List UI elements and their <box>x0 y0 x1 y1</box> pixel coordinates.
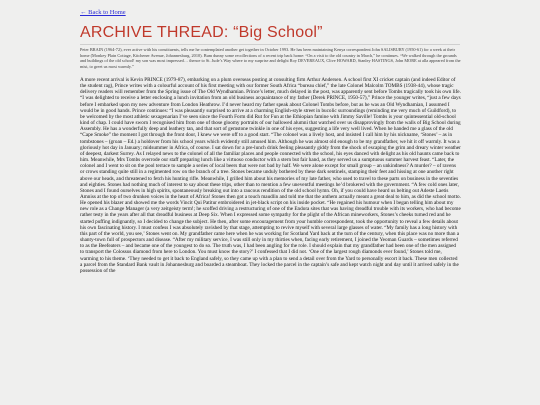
back-to-home-link[interactable]: ← Back to Home <box>80 9 126 16</box>
page-title: ARCHIVE THREAD: “Big School” <box>80 24 323 41</box>
title-divider <box>80 44 460 45</box>
article-body: A more recent arrival is Kevin PRINCE (1979-87), embarking on a plum overseas posting at consulting firm Arthur Andersen. A school first XI cricket captain (and indeed Editor of the student rag), Prince writes with a colourful account of his first meeting with our former South Africa “bureau chief,” the late Colonel Malcolm TOMBS (1938-44), whose tragic delivery readers will remember from the Spring issue of The Old Wyndhamian. Prince’s letter, much delayed in the post, was apparently sent before Tombs tragically took his own life. “I was delighted to receive a letter enclosing a lunch invitation from an old business acquaintance of my father (Derek PRINCE, 1950-57),” Prince the younger writes, “just a few days before I embarked upon my new adventure from London Heathrow. I’d never heard my father speak about Colonel Tombs before, but as he was an Old Wyndhamian, I assumed I would be in good hands. Prince continues: “I was pleasantly surprised to arrive at a charming English-style street in bucolic surroundings (reminding me very much of Guildford), to be welcomed by the most athletic sexagenarian I’ve seen since the Fourth Form did Rut for Fun at the Ethiopian famine with Jimmy Saville! Tombs is your quintessential old-school kind of chap. I could have sworn I recognised him from one of those gloomy portraits of our hallowed alumni that watched over us disapprovingly from the walls of Big School during Assembly. He has a wonderfully deep and leathery tan, and that sort of gemstone twinkle in one of his eyes, suggesting a life very well lived. When he handed me a glass of the old “Cape Smoke” the moment I got through the front door, I knew we were off to a good start. “The colonel was a lively host, and insisted I call him by his nickname, ‘Stones’ – as in tombstones – (groan – Ed.) a holdover from his school years which evidently still amused him. Although he was almost old enough to be my grandfather, we hit it off warmly. It was a gloriously hot day in January; midsummer in Africa, of course. I sat down for a pre-lunch drink feeling pleasantly giddy from the shock of escaping the grim and dreary winter weather of deepest, darkest Surrey. As I relayed news to the colonel of all the familiar places and people connected with the school, his eyes danced with delight as his old haunts came back to him. Meanwhile, Mrs Tombs overrode our staff preparing lunch like a virtuoso conductor with a stern but fair hand, as they served us a sumptuous summer harvest feast. “Later, the colonel and I went to sit on the pool terrace to sample a series of local beers that were not bad by half. We were alone except for small group – an unkindness? A murder? – of ravens or crows standing quite still in a regimented row on the branch of a tree. Stones became unduly bothered by these dark sentinels, stamping their feet and hissing at one another right above our heads, and threatened to fetch his hunting rifle. Meanwhile, I grilled him about his memories of my late father, who used to travel to these parts on business in the seventies and eighties. Stones had nothing much of interest to say about these trips, other than to mention a few uneventful meetings he’d brokered with the government. “A few cold ones later, Stones and I found ourselves in high spirits, spontaneously breaking out into a raucous rendition of the old school hymn. Oh, if you could have heard us belting out Adeste Laetis Amniss at the top of two drunken voices in the heart of Africa! Stones then got a touch maudlin and told me that the anthem actually meant a great deal to him, as did the school motto. He opened his blazer and showed me the words Vincit Qui Patitur embroidered in jet-black script on his inside pocket. “He regained his humour when I began telling him about my new role as a Change Manager (a very zeitgeisty term!; he scoffed driving a restructuring of one of the Endora sites that was having dreadful trouble with its workers, who had become rather testy in the years after all that dreadful business at Deep Six. When I expressed some sympathy for the plight of the African mineworkers, Stones’s cheeks turned red and he started puffing indignantly, so I decided to change the subject. He then, after some encouragement from your humble correspondent, took the opportunity to reveal a few details about his own fascinating history. I must confess I was absolutely ravished by that stage, attempting to revive myself with several large glasses of water. “My family has a long history with this part of the world, you see,’ Stones went on. My grandfather came here when he was working for Scotland Yard back at the turn of the century, when this place was no more than a shanty-town full of prospectors and disease. “After my military service, I was still only in my thirties when, facing early retirement, I joined the Yeoman Guards – sometimes referred to as the Beefeaters – and became one of the youngest to do so. The truth was, I had been angling for the role. I should explain that my grandfather had been one of the men assigned to transport the Colossus diamond from here to London. You must know the story?’ I confessed that I did not. ‘One of the largest rough diamonds ever found,’ Stones told me, warming to his theme. ‘They needed to get it back to England safely, so they came up with a plan to send a detail over from the Yard to personally escort it back. These men collected a parcel from the Standard Bank vault in Johannesburg and boarded a steamboat. They locked the parcel in the captain’s safe and kept watch night and day until it arrived safely in the possession of the <box>80 77 461 274</box>
intro-paragraph: Peter BRAIN (1964-72), ever active with his constituents, tells me he contemplated another get together in October 1993. He has been maintaining Kenya correspondent John SALISBURY (1950-61) for a week at their home (Monkey Plain Cottage, Kitchener Avenue, Johannesburg, 2010). Bum dunny some recollections of a recent trip back home: “On a visit to the old country in March,” he continues. “We walked through the grounds and buildings of the old school! my son was most impressed… thence to St. Jude’s Way where to my surprise and delight Roy DEVEREAUX, Clive HOWARD, Stanley HASTINGS, John MORE at alla appeared from the mist, to greet us most warmly.” <box>80 47 461 69</box>
